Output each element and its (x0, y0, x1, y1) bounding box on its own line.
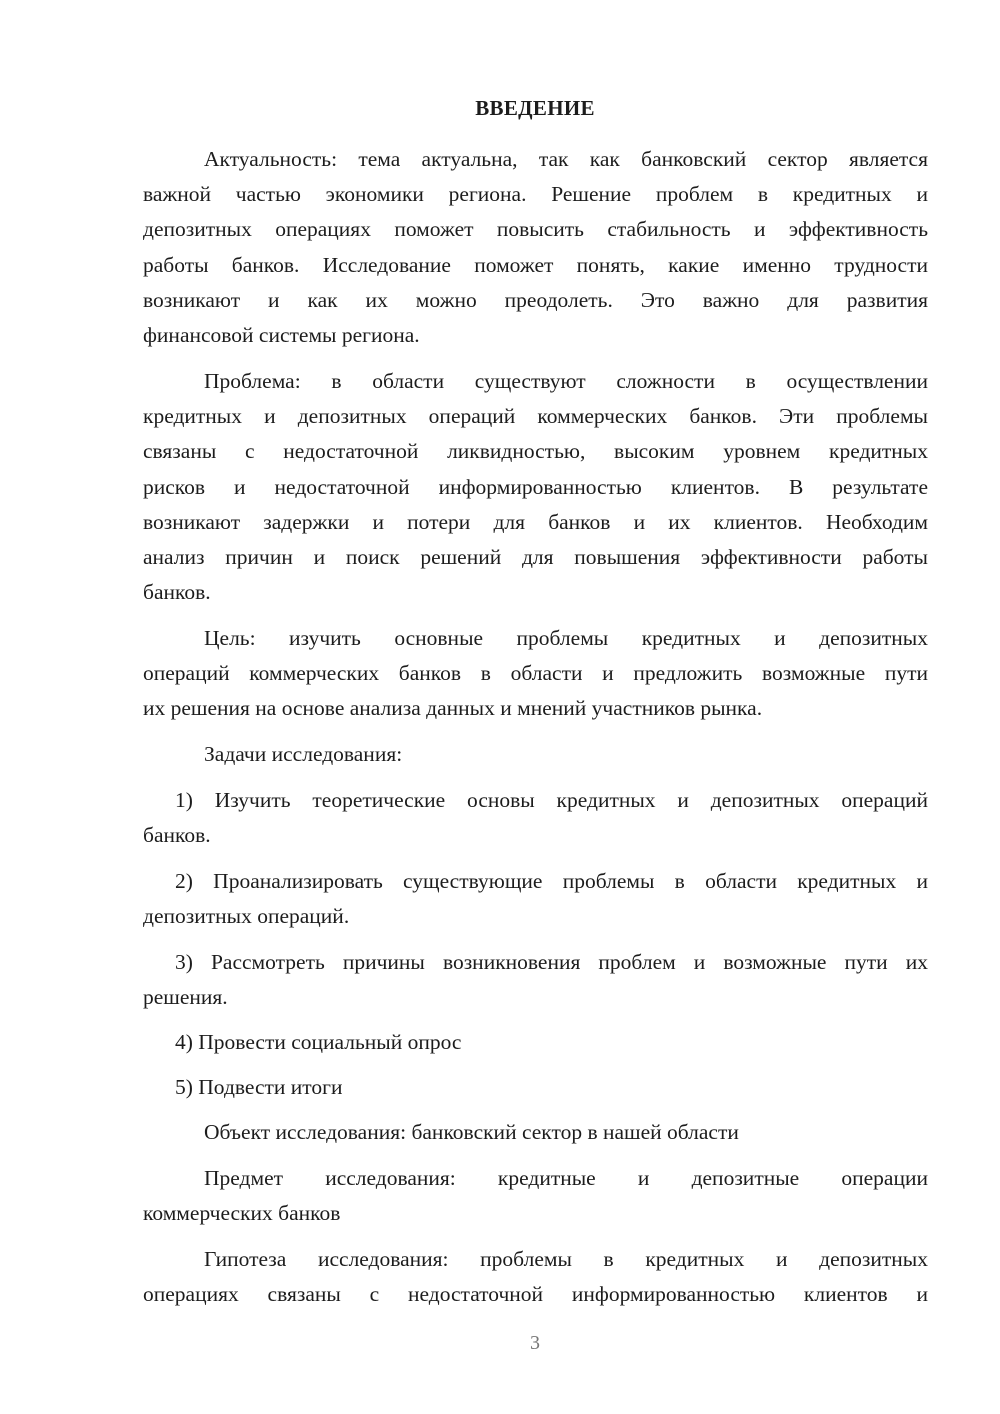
text-line: кредитных и депозитных операций коммерческих банков. Эти проблемы (143, 404, 928, 429)
text-line: важной частью экономики региона. Решение проблем в кредитных и (143, 182, 928, 207)
text-line: Проблема: в области существуют сложности в осуществлении (204, 369, 928, 393)
text-line: анализ причин и поиск решений для повышения эффективности работы (143, 544, 928, 569)
hypothesis-paragraph (143, 1242, 928, 1312)
task-1 (143, 783, 928, 853)
tasks-heading (143, 737, 928, 772)
text-line: 5) Подвести итоги (175, 1075, 343, 1099)
text-line: Задачи исследования: (204, 742, 403, 766)
task-4 (143, 1025, 928, 1060)
text-line: 2) Проанализировать существующие проблемы в области кредитных и (175, 869, 928, 893)
text-line: решения. (143, 985, 228, 1010)
subject-paragraph (143, 1161, 928, 1231)
text-line: финансовой системы региона. (143, 322, 420, 347)
page-number: 3 (530, 1332, 540, 1354)
text-line: связаны с недостаточной ликвидностью, высоким уровнем кредитных (143, 439, 928, 464)
text-line: Предмет исследования: кредитные и депозитные операции (204, 1166, 928, 1190)
text-line: депозитных операциях поможет повысить стабильность и эффективность (143, 217, 928, 242)
object-paragraph (143, 1115, 928, 1150)
task-3 (143, 945, 928, 1015)
page-title: ВВЕДЕНИЕ (475, 96, 595, 120)
text-line: Цель: изучить основные проблемы кредитных и депозитных (204, 626, 928, 650)
text-line: рисков и недостаточной информированностью клиентов. В результате (143, 474, 928, 499)
text-line: возникают и как их можно преодолеть. Это важно для развития (143, 287, 928, 312)
relevance-paragraph (143, 142, 928, 353)
text-line: возникают задержки и потери для банков и их клиентов. Необходим (143, 509, 928, 534)
text-line: 1) Изучить теоретические основы кредитных и депозитных операций (175, 788, 928, 812)
text-line: работы банков. Исследование поможет понять, какие именно трудности (143, 252, 928, 277)
text-line: их решения на основе анализа данных и мнений участников рынка. (143, 696, 763, 721)
text-line: Гипотеза исследования: проблемы в кредитных и депозитных (204, 1247, 928, 1271)
goal-paragraph (143, 621, 928, 727)
text-line: Объект исследования: банковский сектор в нашей области (204, 1120, 739, 1144)
text-line: банков. (143, 580, 211, 605)
text-line: операциях связаны с недостаточной информированностью клиентов и (143, 1282, 928, 1307)
text-line: Актуальность: тема актуальна, так как банковский сектор является (204, 147, 928, 171)
text-line: коммерческих банков (143, 1201, 341, 1226)
text-line: банков. (143, 823, 211, 848)
text-line: 3) Рассмотреть причины возникновения проблем и возможные пути их (175, 950, 928, 974)
problem-paragraph (143, 364, 928, 610)
text-line: депозитных операций. (143, 904, 350, 929)
text-line: операций коммерческих банков в области и предложить возможные пути (143, 661, 928, 686)
task-5 (143, 1070, 928, 1105)
task-2 (143, 864, 928, 934)
text-line: 4) Провести социальный опрос (175, 1030, 462, 1054)
